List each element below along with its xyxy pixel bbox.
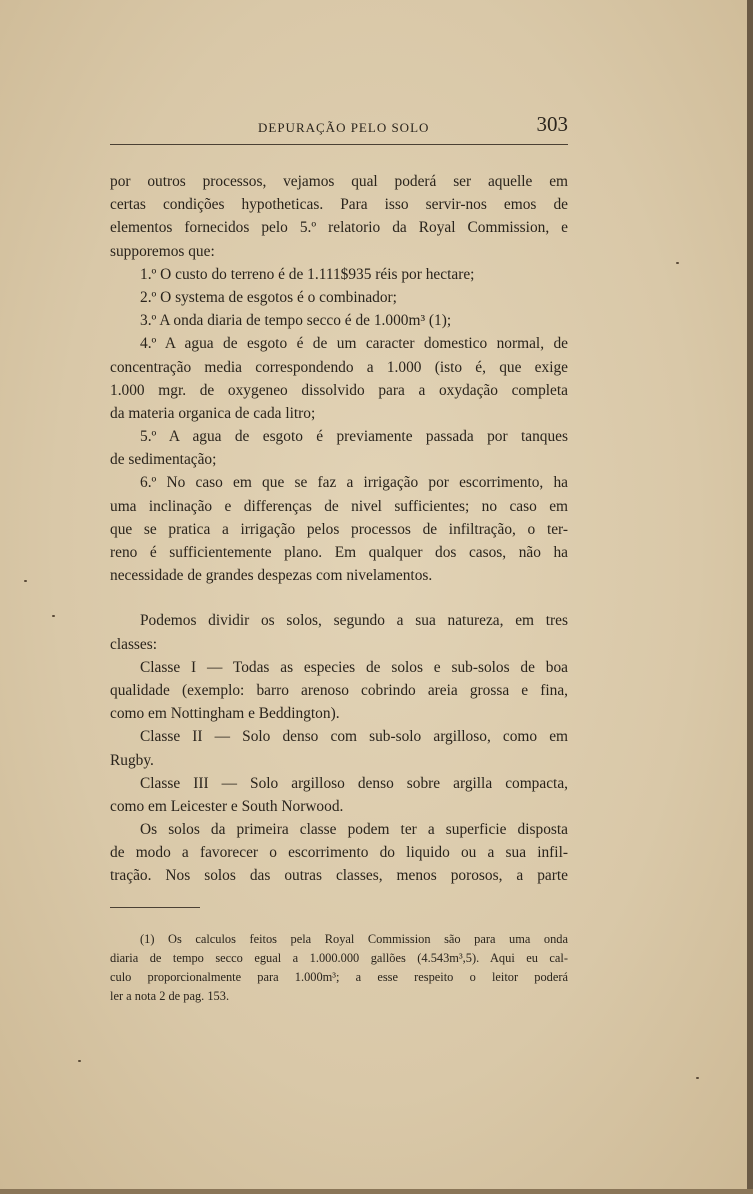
text-line: de modo a favorecer o escorrimento do liquido ou a sua infil- xyxy=(110,844,568,862)
text-line: como em Nottingham e Beddington). xyxy=(110,705,340,723)
paper-speck xyxy=(78,1060,81,1062)
text-line: qualidade (exemplo: barro arenoso cobrindo areia grossa e fina, xyxy=(110,681,568,699)
body-text xyxy=(110,170,568,888)
footnote xyxy=(110,930,568,1006)
page-edge-bottom xyxy=(0,1189,753,1194)
header-rule xyxy=(110,144,568,145)
text-line: classes: xyxy=(110,635,158,653)
text-line: supporemos que: xyxy=(110,242,215,260)
text-line: Rugby. xyxy=(110,751,154,769)
text-line: certas condições hypotheticas. Para isso servir-nos emos de xyxy=(110,196,568,214)
footnote-rule xyxy=(110,907,200,908)
text-line: 6.º No caso em que se faz a irrigação por escorrimento, ha xyxy=(140,474,568,492)
text-line: reno é sufficientemente plano. Em qualquer dos casos, não ha xyxy=(110,544,568,561)
paragraph-gap xyxy=(110,587,568,609)
text-line: concentração media correspondendo a 1.000 (isto é, que exige xyxy=(110,358,568,376)
paper-speck xyxy=(696,1077,699,1079)
footnote-line: ler a nota 2 de pag. 153. xyxy=(110,989,230,1003)
text-line: 1.000 mgr. de oxygeneo dissolvido para a oxydação completa xyxy=(110,381,568,399)
footnote-line: (1) Os calculos feitos pela Royal Commission são para uma onda xyxy=(140,932,568,946)
paper-speck xyxy=(676,262,679,264)
text-line: necessidade de grandes despezas com nivelamentos. xyxy=(110,567,433,585)
text-line: elementos fornecidos pelo 5.º relatorio da Royal Commission, e xyxy=(110,219,568,237)
text-line: de sedimentação; xyxy=(110,451,217,469)
page-edge-right xyxy=(747,0,753,1194)
footnote-line: culo proporcionalmente para 1.000m³; a esse respeito o leitor poderá xyxy=(110,970,568,984)
running-head: DEPURAÇÃO PELO SOLO xyxy=(258,120,430,135)
text-line: 2.º O systema de esgotos é o combinador; xyxy=(140,288,397,306)
paper-speck xyxy=(24,580,27,582)
text-line: 3.º A onda diaria de tempo secco é de 1.000m³ (1); xyxy=(140,312,452,330)
text-line: Classe III — Solo argilloso denso sobre argilla compacta, xyxy=(140,774,568,792)
text-line: uma inclinação e differenças de nivel sufficientes; no caso em xyxy=(110,497,568,515)
text-line: que se pratica a irrigação pelos processos de infiltração, o ter- xyxy=(110,520,568,538)
text-line: Os solos da primeira classe podem ter a superficie disposta xyxy=(140,821,568,839)
text-line: 1.º O custo do terreno é de 1.111$935 réis por hectare; xyxy=(140,265,475,283)
page-header xyxy=(110,112,568,142)
paper-speck xyxy=(52,615,55,617)
text-line: 5.º A agua de esgoto é previamente passada por tanques xyxy=(140,428,568,446)
text-line: Classe I — Todas as especies de solos e sub-solos de boa xyxy=(140,658,568,676)
text-line: tração. Nos solos das outras classes, menos porosos, a parte xyxy=(110,867,568,885)
text-line: 4.º A agua de esgoto é de um caracter domestico normal, de xyxy=(140,335,568,353)
text-line: Podemos dividir os solos, segundo a sua natureza, em tres xyxy=(140,612,568,630)
text-line: como em Leicester e South Norwood. xyxy=(110,797,344,815)
text-line: da materia organica de cada litro; xyxy=(110,404,316,422)
page-number: 303 xyxy=(536,112,568,136)
text-line: por outros processos, vejamos qual poderá ser aquelle em xyxy=(110,173,568,190)
text-line: Classe II — Solo denso com sub-solo argilloso, como em xyxy=(140,728,568,746)
footnote-line: diaria de tempo secco egual a 1.000.000 gallões (4.543m³,5). Aqui eu cal- xyxy=(110,951,568,965)
